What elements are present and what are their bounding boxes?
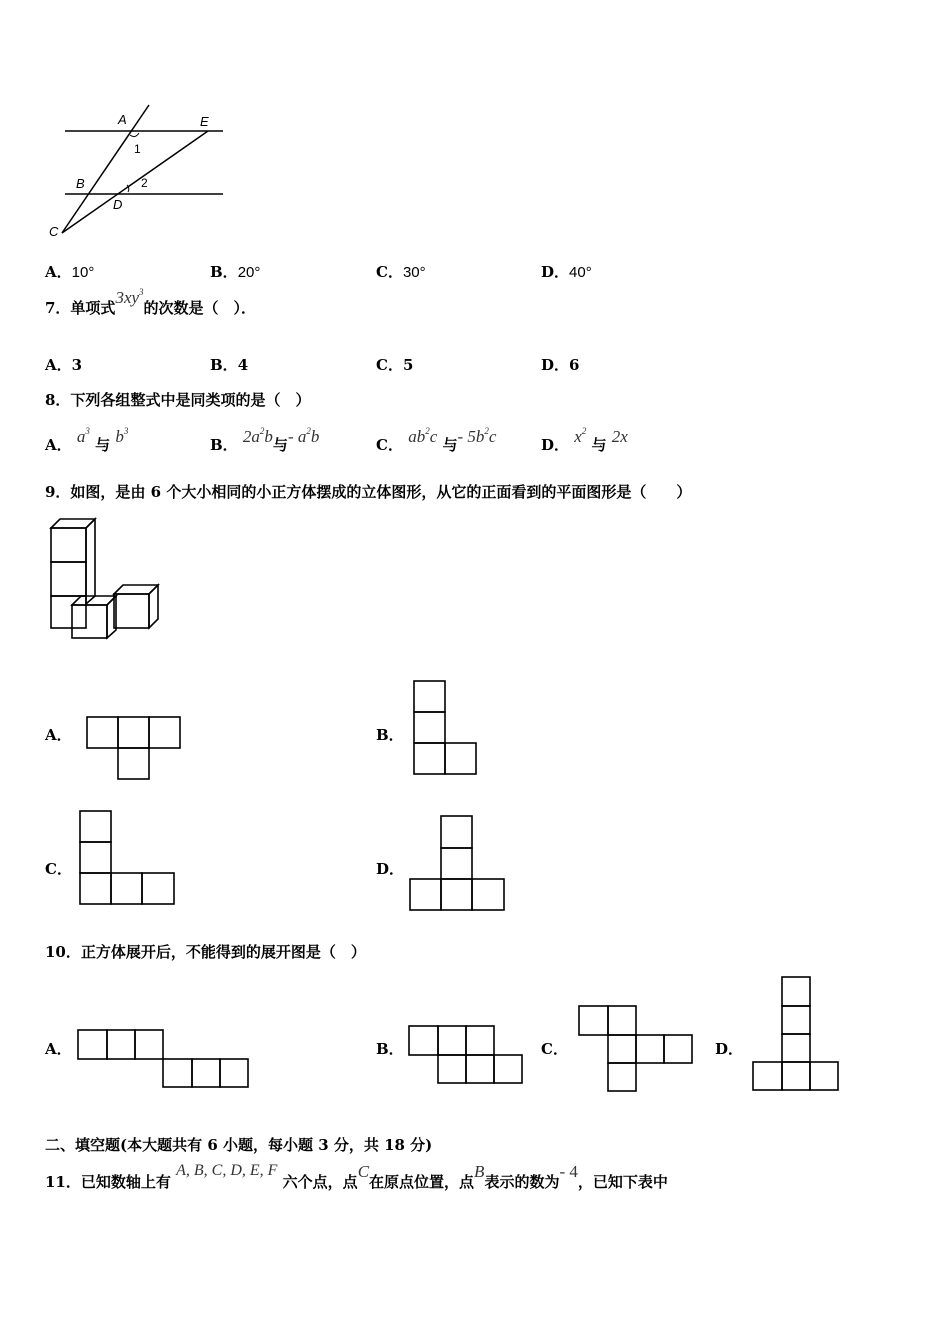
option-value: 5 xyxy=(402,356,414,374)
label-E: E xyxy=(200,114,209,129)
option-letter: C． xyxy=(541,1040,568,1058)
option-letter: A． xyxy=(45,356,72,374)
q7-option-d[interactable] xyxy=(541,354,579,375)
q10-option-d[interactable] xyxy=(715,1038,743,1059)
q9-option-b-figure[interactable] xyxy=(413,680,479,776)
q10-option-b-figure[interactable] xyxy=(408,1025,524,1085)
option-letter: D． xyxy=(541,263,570,281)
q11-mid3: 表示的数为 xyxy=(484,1173,560,1191)
option-value: 40° xyxy=(569,264,592,281)
label-A: A xyxy=(118,112,127,127)
q9-stem: 9．如图，是由 6 个大小相同的小正方体摆成的立体图形，从它的正面看到的平面图形是（ ） xyxy=(45,483,692,501)
q11-prefix: 11．已知数轴上有 xyxy=(45,1173,171,1191)
option-letter: A． xyxy=(45,1040,72,1058)
option-joiner: 与 xyxy=(272,436,288,454)
q11-stem xyxy=(45,1162,668,1192)
option-letter: A． xyxy=(45,436,72,454)
q7-option-b[interactable] xyxy=(210,354,248,375)
option-left-expr: $ab^2c$ xyxy=(408,426,438,446)
q8-option-d[interactable] xyxy=(541,426,628,455)
option-left-expr: $2a^2b$ xyxy=(242,426,273,446)
option-letter: A． xyxy=(45,726,72,744)
option-right-expr: - $5b^2c$ xyxy=(457,426,497,446)
q9-option-c-figure[interactable] xyxy=(79,810,177,906)
q8-option-c[interactable] xyxy=(376,426,497,455)
option-letter: A． xyxy=(45,263,72,281)
q8-option-a[interactable] xyxy=(45,426,129,455)
q9-option-d[interactable] xyxy=(376,858,404,879)
q9-option-b[interactable] xyxy=(376,724,404,745)
option-right-expr: 2x xyxy=(611,427,628,446)
option-letter: C． xyxy=(376,356,403,374)
option-value: 20° xyxy=(237,264,261,281)
parallel-lines-diagram xyxy=(45,100,245,245)
q8-option-b[interactable] xyxy=(210,426,320,455)
q6-figure xyxy=(45,100,245,245)
option-letter: B． xyxy=(210,436,238,454)
label-C: C xyxy=(49,224,59,239)
label-2: 2 xyxy=(141,176,148,190)
option-right-expr: $b^3$ xyxy=(115,426,129,446)
option-letter: B． xyxy=(210,263,238,281)
option-letter: C． xyxy=(45,860,72,878)
option-letter: C． xyxy=(376,436,403,454)
option-value: 30° xyxy=(402,264,426,281)
option-letter: C． xyxy=(376,263,403,281)
q6-option-a[interactable] xyxy=(45,261,94,282)
label-D: D xyxy=(113,197,123,212)
q11-point-b: B xyxy=(474,1162,485,1181)
q7-stem xyxy=(45,287,257,318)
q10-option-c-figure[interactable] xyxy=(578,1005,694,1093)
q10-option-b[interactable] xyxy=(376,1038,404,1059)
option-value: 6 xyxy=(569,356,580,374)
option-letter: B． xyxy=(210,356,238,374)
option-letter: B． xyxy=(376,1040,404,1058)
section-heading: 二、填空题(本大题共有 6 小题，每小题 3 分，共 18 分) xyxy=(45,1136,433,1154)
option-left-expr: $a^3$ xyxy=(76,426,90,446)
q8-stem: 8．下列各组整式中是同类项的是（ ） xyxy=(45,391,311,409)
q10-option-d-figure[interactable] xyxy=(752,976,840,1092)
q11-value: - 4 xyxy=(559,1162,578,1181)
option-letter: D． xyxy=(541,436,570,454)
q10-option-a-figure[interactable] xyxy=(77,1029,251,1089)
q10-stem: 10．正方体展开后，不能得到的展开图是（ ） xyxy=(45,943,366,961)
q11-point-c: C xyxy=(357,1162,370,1181)
option-value: 10° xyxy=(71,264,95,281)
q11-mid1: 六个点，点 xyxy=(282,1173,358,1191)
option-letter: B． xyxy=(376,726,404,744)
q10-option-c[interactable] xyxy=(541,1038,568,1059)
option-value: 3 xyxy=(71,356,83,374)
q6-option-b[interactable] xyxy=(210,261,260,282)
q9-option-a-figure[interactable] xyxy=(86,716,182,780)
option-letter: D． xyxy=(376,860,405,878)
cubes-3d-figure xyxy=(48,516,163,641)
option-letter: D． xyxy=(541,356,570,374)
q7-prefix: 7．单项式 xyxy=(45,299,116,317)
option-joiner: 与 xyxy=(442,436,458,454)
q7-option-c[interactable] xyxy=(376,354,413,375)
q9-option-c[interactable] xyxy=(45,858,72,879)
q6-option-d[interactable] xyxy=(541,261,592,282)
q11-mid2: 在原点位置，点 xyxy=(369,1173,475,1191)
label-1: 1 xyxy=(134,142,141,156)
option-letter: D． xyxy=(715,1040,744,1058)
q11-points: A, B, C, D, E, F xyxy=(176,1162,278,1179)
q7-option-a[interactable] xyxy=(45,354,82,375)
q9-option-a[interactable] xyxy=(45,724,72,745)
q11-suffix: ，已知下表中 xyxy=(577,1173,668,1191)
q6-option-c[interactable] xyxy=(376,261,426,282)
option-left-expr: $x^2$ xyxy=(574,426,587,446)
q10-option-a[interactable] xyxy=(45,1038,72,1059)
q7-suffix: 的次数是（ ）． xyxy=(143,299,257,317)
option-joiner: 与 xyxy=(95,436,111,454)
q9-option-d-figure[interactable] xyxy=(409,815,507,912)
option-right-expr: - $a^2b$ xyxy=(287,426,320,446)
option-value: 4 xyxy=(237,356,249,374)
q7-monomial: $3xy^3$ xyxy=(115,287,144,307)
label-B: B xyxy=(76,176,85,191)
option-joiner: 与 xyxy=(591,436,607,454)
